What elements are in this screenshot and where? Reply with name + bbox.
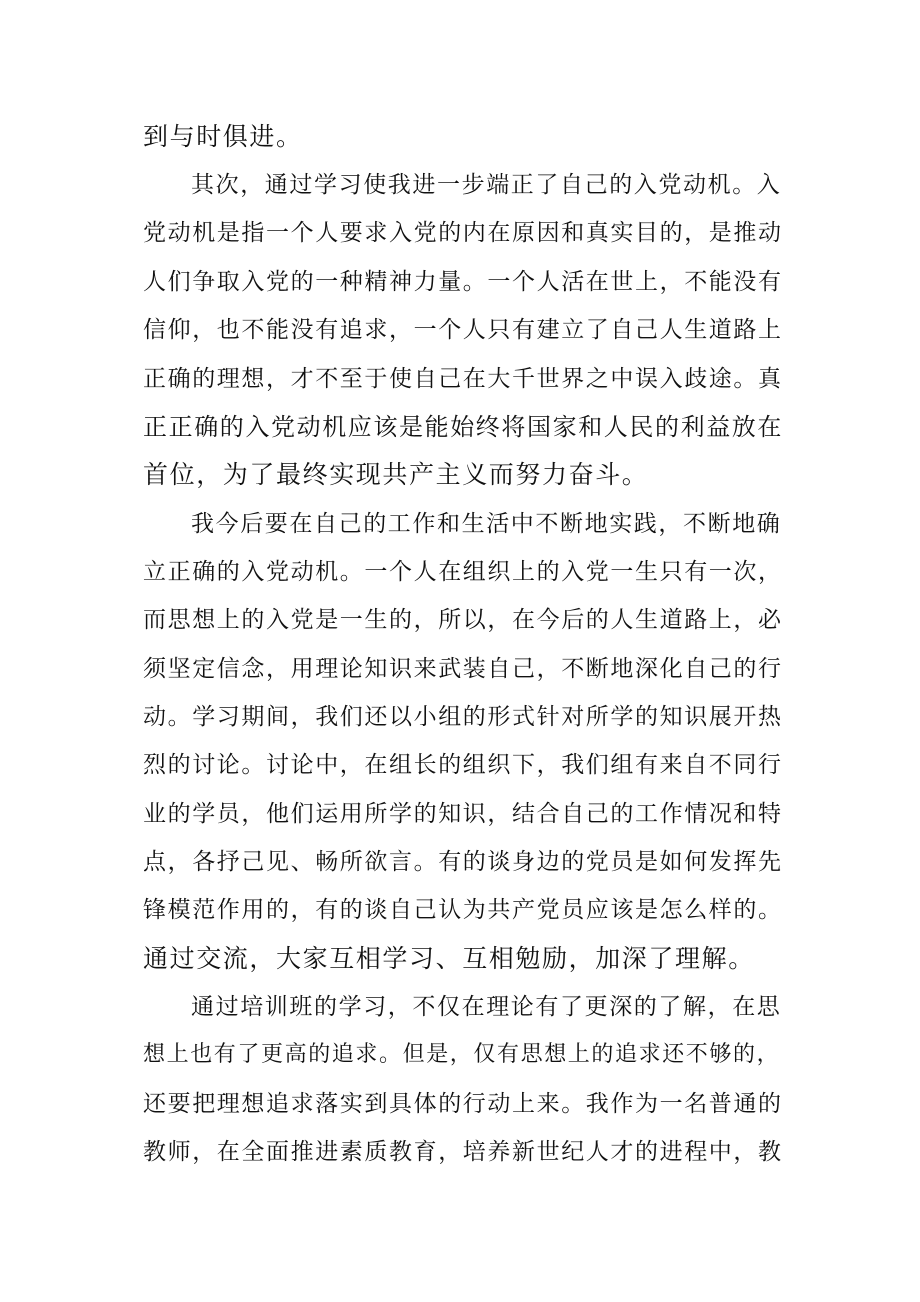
text-line: 立正确的入党动机。一个人在组织上的入党一生只有一次，: [143, 559, 783, 585]
text-line: 烈的讨论。讨论中，在组长的组织下，我们组有来自不同行: [143, 752, 783, 778]
text-line: 正正确的入党动机应该是能始终将国家和人民的利益放在: [143, 413, 783, 441]
text-line: 通过培训班的学习，不仅在理论有了更深的了解，在思: [191, 994, 782, 1020]
text-line: 业的学员，他们运用所学的知识，结合自己的工作情况和特: [143, 801, 783, 827]
text-line: 人们争取入党的一种精神力量。一个人活在世上，不能没有: [143, 269, 783, 295]
text-line: 其次，通过学习使我进一步端正了自己的入党动机。入: [191, 172, 782, 198]
text-line: 想上也有了更高的追求。但是，仅有思想上的追求还不够的，: [143, 1042, 781, 1067]
text-line: 点，各抒己见、畅所欲言。有的谈身边的党员是如何发挥先: [143, 849, 783, 875]
text-line: 通过交流，大家互相学习、互相勉励，加深了理解。: [143, 944, 755, 973]
text-line: 而思想上的入党是一生的，所以，在今后的人生道路上，必: [143, 607, 783, 633]
text-line: 首位，为了最终实现共产主义而努力奋斗。: [143, 460, 649, 489]
text-line: 须坚定信念，用理论知识来武装自己，不断地深化自己的行: [143, 656, 783, 682]
text-line: 锋模范作用的，有的谈自己认为共产党员应该是怎么样的。: [143, 897, 783, 923]
text-line: 正确的理想，才不至于使自己在大千世界之中误入歧途。真: [143, 366, 783, 392]
text-line: 动。学习期间，我们还以小组的形式针对所学的知识展开热: [143, 704, 783, 730]
text-line: 信仰，也不能没有追求，一个人只有建立了自己人生道路上: [143, 317, 783, 343]
text-line: 教师，在全面推进素质教育，培养新世纪人才的进程中，教: [143, 1139, 783, 1165]
text-line: 我今后要在自己的工作和生活中不断地实践，不断地确: [191, 511, 782, 537]
text-line: 党动机是指一个人要求入党的内在原因和真实目的，是推动: [143, 220, 783, 246]
text-line: 到与时俱进。: [143, 122, 303, 151]
text-line: 还要把理想追求落实到具体的行动上来。我作为一名普通的: [143, 1091, 783, 1117]
